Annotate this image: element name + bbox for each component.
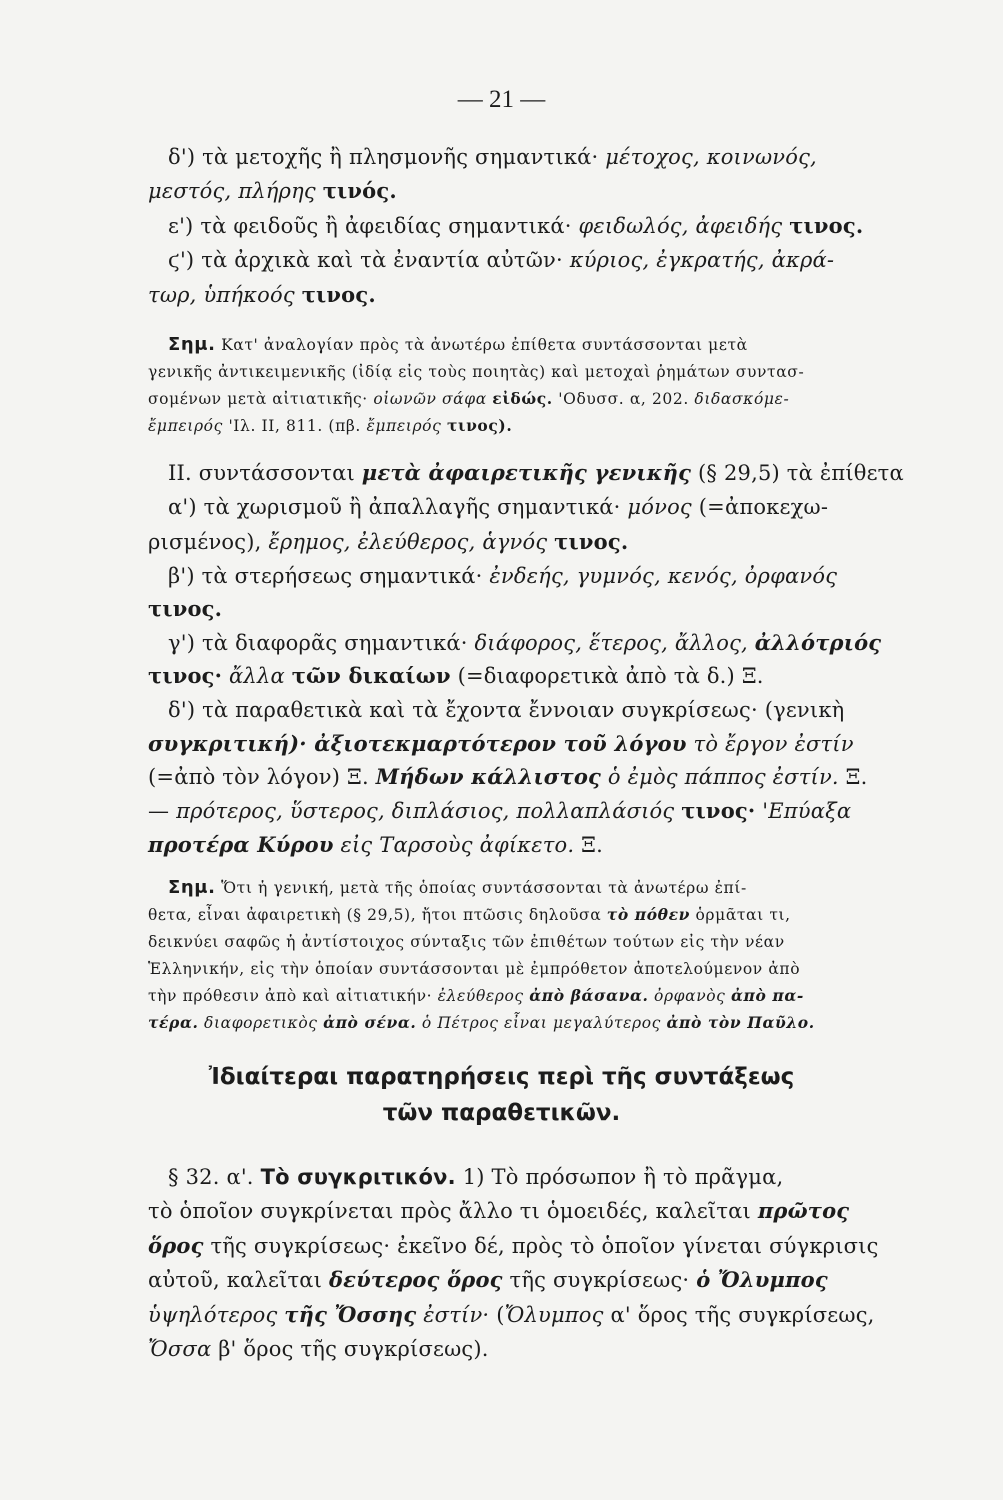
e-line-1: ε') τὰ φειδοῦς ἢ ἀφειδίας σημαντικά· φειδωλός, ἀφειδής τινος. [168, 213, 864, 238]
note1-line-1: Σημ. Κατ' ἀναλογίαν πρὸς τὰ ἀνωτέρω ἐπίθετα συντάσσονται μετὰ [168, 334, 748, 355]
page-number: — 21 — [457, 86, 546, 113]
note1-line-3: σομένων μετὰ αἰτιατικῆς· οἰωνῶν σάφα εἰδώς. 'Οδυσσ. α, 202. διδασκόμε- [148, 389, 790, 408]
sec2-d-line-2: συγκριτική)· ἀξιοτεκμαρτότερον τοῦ λόγου τὸ ἔργον ἐστίν [148, 731, 854, 756]
note2-line-3: δεικνύει σαφῶς ἡ ἀντίστοιχος σύνταξις τῶν ἐπιθέτων τούτων εἰς τὴν νέαν [148, 933, 785, 951]
note2-line-5: τὴν πρόθεσιν ἀπὸ καὶ αἰτιατικήν· ἐλεύθερος ἀπὸ βάσανα. ὀρφανὸς ἀπὸ πα- [148, 986, 804, 1005]
section-heading-line-2: τῶν παραθετικῶν. [382, 1100, 621, 1126]
d-line-2: μεστός, πλήρης τινός. [148, 178, 397, 203]
sec2-d-line-4: — πρότερος, ὕστερος, διπλάσιος, πολλαπλάσιός τινος· 'Επύαξα [148, 798, 852, 823]
section-heading-line-1: Ἰδιαίτεραι παρατηρήσεις περὶ τῆς συντάξεως [208, 1064, 795, 1090]
note2-line-4: Ἑλληνικήν, εἰς τὴν ὁποίαν συντάσσονται μὲ ἐμπρόθετον ἀποτελούμενον ἀπὸ [148, 960, 801, 978]
sec2-d-line-5: προτέρα Κύρου εἰς Ταρσοὺς ἀφίκετο. Ξ. [148, 832, 604, 857]
s32-line-4: αὐτοῦ, καλεῖται δεύτερος ὅρος τῆς συγκρίσεως· ὁ Ὄλυμπος [148, 1267, 828, 1292]
st-line-2: τωρ, ὑπήκοός τινος. [148, 282, 376, 307]
sec2-d-line-1: δ') τὰ παραθετικὰ καὶ τὰ ἔχοντα ἔννοιαν συγκρίσεως· (γενικὴ [168, 698, 845, 722]
sec2-d-line-3: (=ἀπὸ τὸν λόγον) Ξ. Μήδων κάλλιστος ὁ ἐμὸς πάππος ἐστίν. Ξ. [148, 764, 868, 789]
note-label: Σημ. [168, 334, 216, 355]
note1-line-4: ἔμπειρός 'Ιλ. ΙΙ, 811. (πβ. ἔμπειρός τινος). [148, 416, 513, 435]
s32-line-2: τὸ ὁποῖον συγκρίνεται πρὸς ἄλλο τι ὁμοειδές, καλεῖται πρῶτος [148, 1198, 850, 1223]
s32-line-5: ὑψηλότερος τῆς Ὄσσης ἐστίν· (Ὄλυμπος α' ὅρος τῆς συγκρίσεως, [148, 1302, 875, 1327]
note1-line-2: γενικῆς ἀντικειμενικῆς (ἰδίᾳ εἰς τοὺς ποιητὰς) καὶ μετοχαὶ ῥημάτων συντασ- [148, 363, 805, 381]
sec2-a-line-1: α') τὰ χωρισμοῦ ἢ ἀπαλλαγῆς σημαντικά· μόνος (=ἀποκεχω- [168, 495, 829, 519]
sec2-line-1: ΙΙ. συντάσσονται μετὰ ἀφαιρετικῆς γενικῆς (§ 29,5) τὰ ἐπίθετα [168, 460, 904, 485]
d-line-1: δ') τὰ μετοχῆς ἢ πλησμονῆς σημαντικά· μέτοχος, κοινωνός, [168, 145, 817, 169]
sec2-b-line-2: τινος. [148, 596, 223, 621]
s32-line-3: ὅρος τῆς συγκρίσεως· ἐκεῖνο δέ, πρὸς τὸ ὁποῖον γίνεται σύγκρισις [148, 1233, 879, 1258]
sec2-g-line-1: γ') τὰ διαφορᾶς σημαντικά· διάφορος, ἕτερος, ἄλλος, ἀλλότριός [168, 630, 882, 655]
note2-line-6: τέρα. διαφορετικὸς ἀπὸ σένα. ὁ Πέτρος εἶναι μεγαλύτερος ἀπὸ τὸν Παῦλο. [148, 1013, 815, 1032]
note2-line-2: θετα, εἶναι ἀφαιρετικὴ (§ 29,5), ἤτοι πτῶσις δηλοῦσα τὸ πόθεν ὁρμᾶται τι, [148, 905, 791, 924]
sec2-a-line-2: ρισμένος), ἔρημος, ἐλεύθερος, ἁγνός τινος. [148, 529, 629, 554]
s32-line-6: Ὄσσα β' ὅρος τῆς συγκρίσεως). [148, 1337, 489, 1361]
sec2-b-line-1: β') τὰ στερήσεως σημαντικά· ἐνδεής, γυμνός, κενός, ὀρφανός [168, 564, 838, 588]
note2-line-1: Σημ. Ὅτι ἡ γενική, μετὰ τῆς ὁποίας συντάσσονται τὰ ἀνωτέρω ἐπί- [168, 877, 747, 898]
st-line-1: ϛ') τὰ ἀρχικὰ καὶ τὰ ἐναντία αὐτῶν· κύριος, ἐγκρατής, ἀκρά- [168, 248, 835, 272]
note-label: Σημ. [168, 877, 216, 898]
sec2-g-line-2: τινος· ἄλλα τῶν δικαίων (=διαφορετικὰ ἀπὸ τὰ δ.) Ξ. [148, 663, 764, 688]
s32-line-1: § 32. α'. Τὸ συγκριτικόν. 1) Τὸ πρόσωπον ἢ τὸ πρᾶγμα, [168, 1165, 784, 1189]
